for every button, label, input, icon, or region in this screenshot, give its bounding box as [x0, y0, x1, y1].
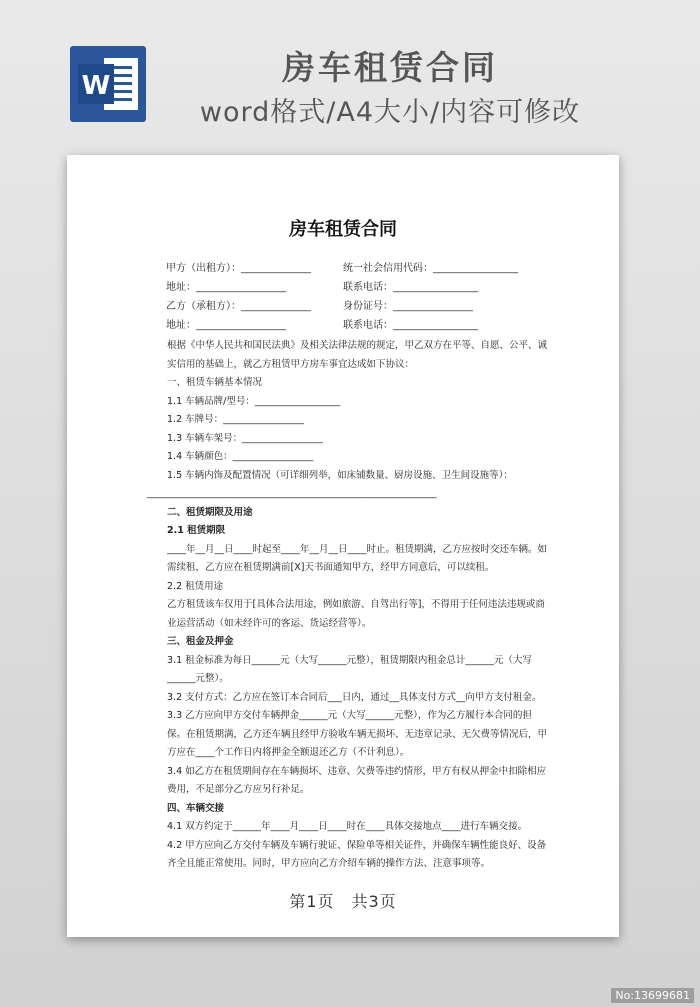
party-b-field: 乙方（承租方）：______________	[166, 301, 311, 312]
id-number-field: 身份证号：________________	[343, 301, 473, 312]
clause-paragraph: 1.3 车辆车架号：_________________	[167, 432, 323, 444]
banner	[0, 0, 700, 140]
clause-paragraph: 1.1 车辆品牌/型号：__________________	[167, 395, 341, 407]
clause-paragraph: 乙方租赁该车仅用于[具体合法用途，例如旅游、自驾出行等]，不得用于任何违法违规或商业运营活动（如未经许可的客运、货运经营等）。	[167, 599, 545, 629]
image-id-watermark: No:13699681	[611, 988, 694, 1003]
section-heading: 二、租赁期限及用途	[167, 506, 253, 518]
clause-paragraph: 1.2 车牌号：_________________	[167, 414, 304, 425]
section-heading: 三、租金及押金	[167, 636, 234, 647]
preamble-paragraph: 根据《中华人民共和国民法典》及相关法律法规的规定，甲乙双方在平等、自愿、公平、诚实信用的基础上，就乙方租赁甲方房车事宜达成如下协议：	[167, 340, 548, 370]
party-b-address-field: 地址：__________________	[166, 320, 286, 331]
document-title: 房车租赁合同	[289, 219, 397, 240]
clause-paragraph: 3.1 租金标准为每日______元（大写______元整），租赁期限内租金总计______元（大写______元整）。	[167, 654, 532, 684]
subsection-heading: 2.1 租赁期限	[167, 525, 226, 536]
section-heading: 一、租赁车辆基本情况	[167, 377, 263, 388]
party-a-address-field: 地址：__________________	[166, 282, 286, 293]
clause-paragraph: 3.4 如乙方在租赁期间存在车辆损坏、违章、欠费等违约情形，甲方有权从押金中扣除相应费用，不足部分乙方应另行补足。	[167, 765, 547, 795]
clause-paragraph: 1.4 车辆颜色：_________________	[167, 451, 314, 462]
document-page	[67, 155, 619, 937]
svg-text:W: W	[81, 71, 111, 101]
section-heading: 四、车辆交接	[167, 802, 225, 814]
banner-title: 房车租赁合同	[282, 48, 498, 87]
document-body	[147, 337, 547, 874]
word-icon	[66, 42, 150, 126]
clause-paragraph: 4.2 甲方应向乙方交付车辆及车辆行驶证、保险单等相关证件，并确保车辆性能良好、设备齐全且能正常使用。同时，甲方应向乙方介绍车辆的操作方法、注意事项等。	[167, 839, 547, 869]
subsection-heading: 2.2 租赁用途	[167, 580, 224, 592]
clause-paragraph: 3.3 乙方应向甲方交付车辆押金______元（大写______元整），作为乙方履行本合同的担保。在租赁期满，乙方还车辆且经甲方验收车辆无损坏、无违章记录、无欠费等情况后，甲方应在____个工作日内将押金全额退还乙方（不计利息）。	[167, 710, 548, 758]
party-a-field: 甲方（出租方）：______________	[166, 263, 311, 274]
fill-in-line: ____________________________________________________________________	[147, 488, 436, 499]
party-b-phone-field: 联系电话：_________________	[343, 320, 478, 331]
clause-paragraph: 3.2 支付方式：乙方应在签订本合同后___日内，通过__具体支付方式__向甲方支付租金。	[167, 691, 542, 703]
party-a-phone-field: 联系电话：_________________	[343, 282, 478, 293]
page-number: 第1页 共3页	[289, 892, 397, 911]
credit-code-field: 统一社会信用代码：_________________	[343, 263, 518, 274]
banner-subtitle: word格式/A4大小/内容可修改	[199, 97, 581, 128]
clause-paragraph: 1.5 车辆内饰及配置情况（可详细列举，如床铺数量、厨房设施、卫生间设施等）：	[167, 469, 513, 481]
clause-paragraph: 4.1 双方约定于______年____月____日____时在____具体交接地点____进行车辆交接。	[167, 821, 528, 832]
clause-paragraph: ____年__月__日____时起至____年__月__日____时止。租赁期满，乙方应按时交还车辆。如需续租，乙方应在租赁期满前[X]天书面通知甲方，经甲方同意后，可以续租。	[167, 543, 548, 573]
